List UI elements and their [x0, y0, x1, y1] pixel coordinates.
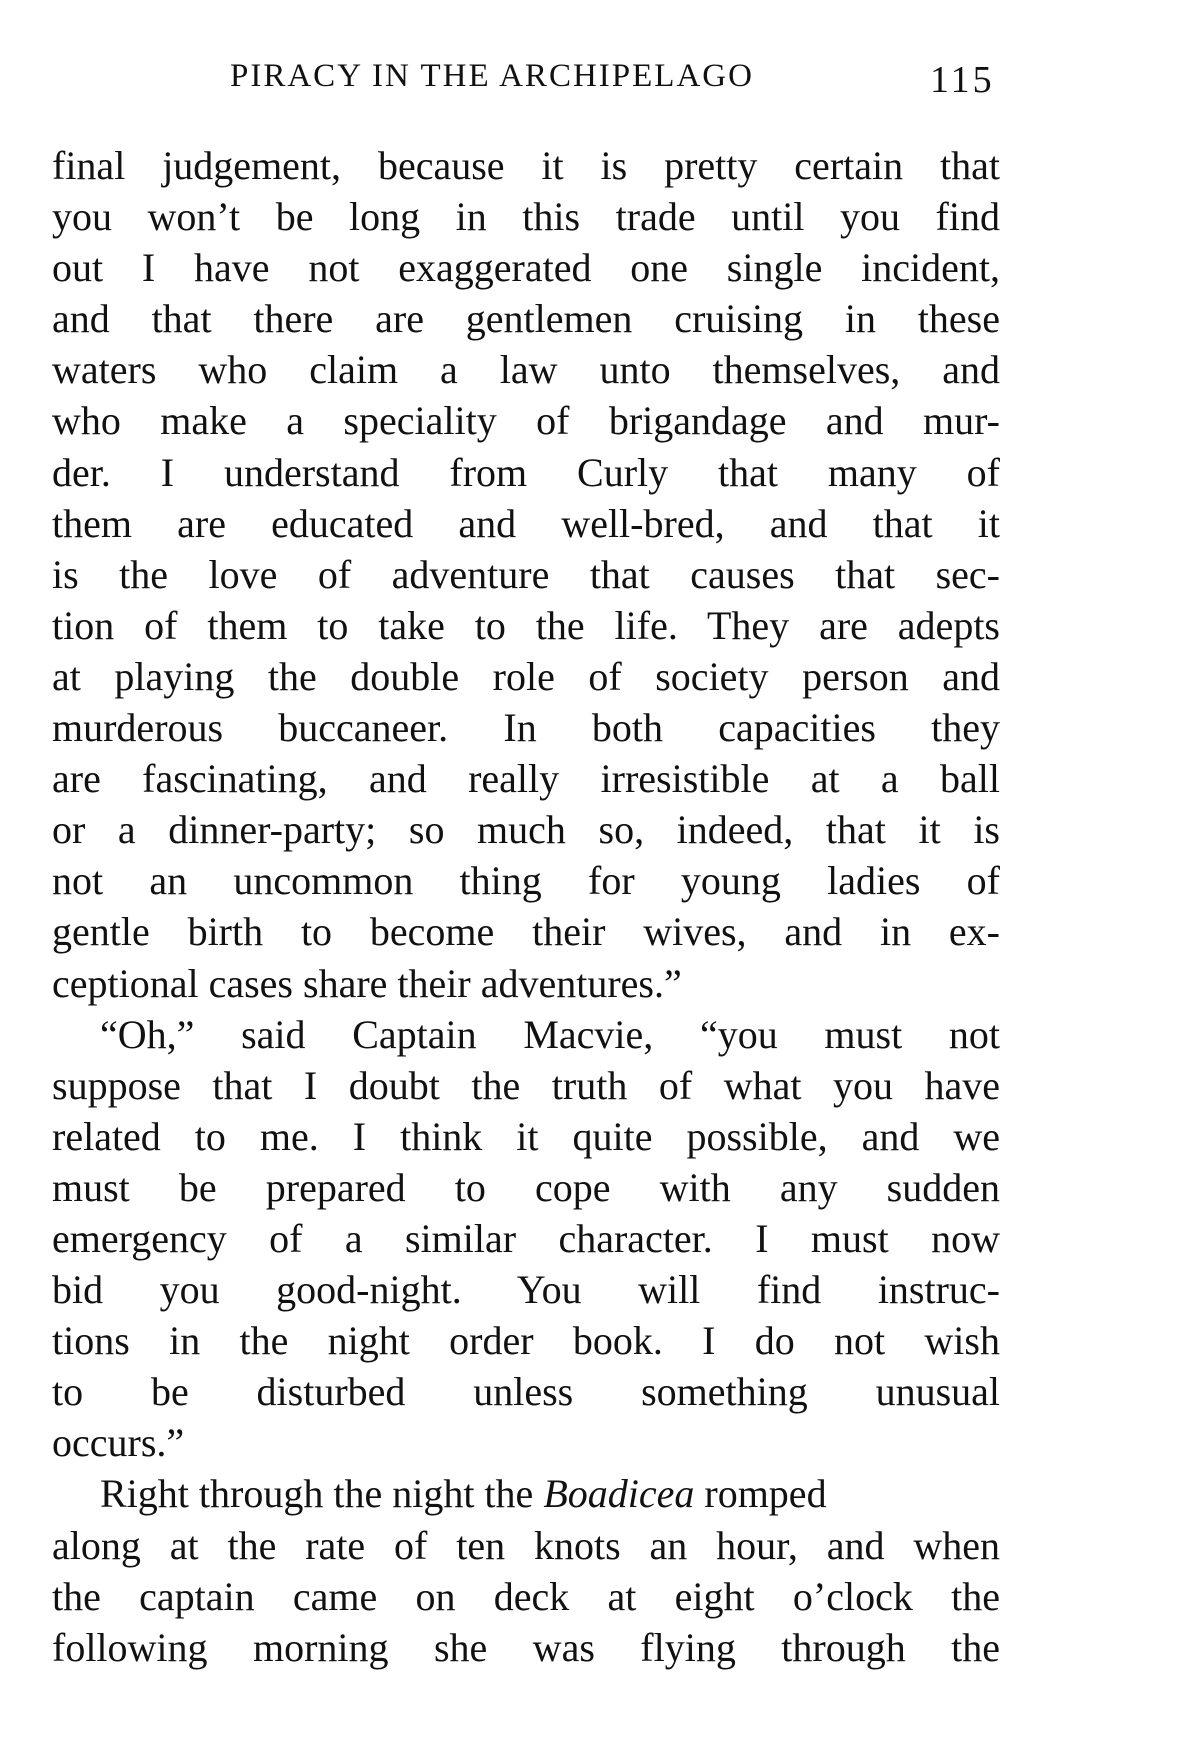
text-line: emergency of a similar character. I must now [52, 1215, 1000, 1261]
text-line: to be disturbed unless something unusual [52, 1369, 1000, 1415]
text-line: must be prepared to cope with any sudden [52, 1164, 1000, 1210]
text-line: tions in the night order book. I do not wish [52, 1318, 1000, 1364]
text-line: occurs.” [52, 1420, 185, 1466]
text-line: gentle birth to become their wives, and in ex- [52, 909, 1000, 955]
text-line: at playing the double role of society person and [52, 653, 1000, 699]
text-line: related to me. I think it quite possible, and we [52, 1113, 1000, 1159]
text-line: and that there are gentlemen cruising in these [52, 296, 1000, 342]
text-line: are fascinating, and really irresistible at a ball [52, 756, 1000, 802]
page-number: 115 [930, 59, 995, 101]
text-line: the captain came on deck at eight o’clock the [52, 1573, 1000, 1619]
text-line: along at the rate of ten knots an hour, and when [52, 1522, 1000, 1568]
text-line: “Oh,” said Captain Macvie, “you must not [100, 1011, 1000, 1057]
text-line: following morning she was flying through the [52, 1624, 1000, 1670]
text-line: final judgement, because it is pretty certain that [52, 143, 1000, 188]
text-segment: romped [694, 1471, 827, 1517]
text-line: bid you good-night. You will find instruc- [52, 1267, 1000, 1313]
text-line: der. I understand from Curly that many of [52, 449, 1000, 495]
running-title: PIRACY IN THE ARCHIPELAGO [230, 58, 754, 94]
text-line: tion of them to take to the life. They are adepts [52, 602, 1000, 648]
text-line: them are educated and well-bred, and that it [52, 500, 1000, 546]
text-line: or a dinner-party; so much so, indeed, that it is [52, 807, 1000, 853]
text-line: is the love of adventure that causes that sec- [52, 551, 1000, 597]
text-line: you won’t be long in this trade until you find [52, 194, 1000, 240]
body-text [52, 140, 1000, 1673]
text-line: not an uncommon thing for young ladies of [52, 858, 1000, 904]
ship-name: Boadicea [543, 1471, 695, 1517]
text-line: ceptional cases share their adventures.” [52, 960, 682, 1006]
text-line: out I have not exaggerated one single incident, [52, 245, 1000, 291]
text-line: who make a speciality of brigandage and mur- [52, 398, 1000, 444]
text-line: waters who claim a law unto themselves, and [52, 347, 1000, 393]
text-line: suppose that I doubt the truth of what you have [52, 1062, 1000, 1108]
text-line: murderous buccaneer. In both capacities they [52, 705, 1000, 751]
text-line [52, 1468, 1000, 1519]
text-segment: Right through the night the [100, 1471, 544, 1517]
